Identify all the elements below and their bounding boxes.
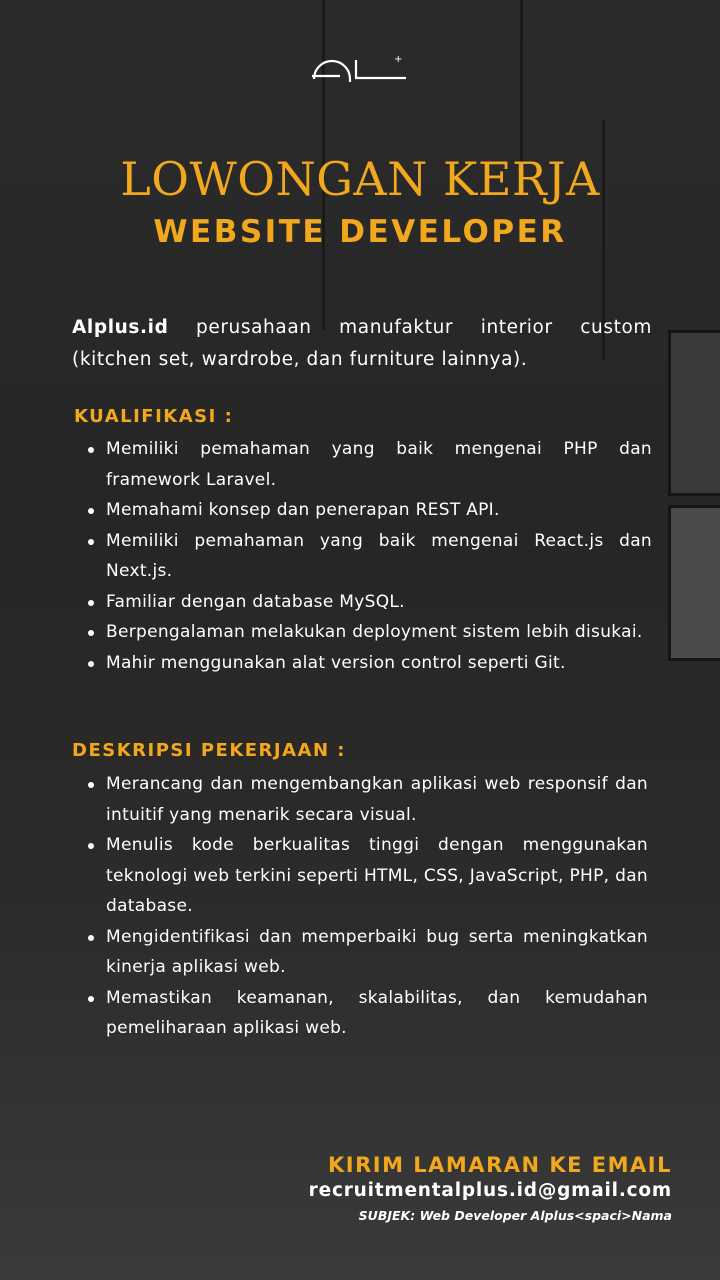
list-item: Memastikan keamanan, skalabilitas, dan kemudahan pemeliharaan aplikasi web. — [86, 983, 648, 1044]
list-item: Memiliki pemahaman yang baik mengenai React.js dan Next.js. — [86, 526, 652, 587]
background-wall-art — [668, 505, 720, 661]
list-item: Memahami konsep dan penerapan REST API. — [86, 495, 652, 526]
qualifications-heading: KUALIFIKASI : — [74, 406, 234, 427]
alplus-logo — [310, 52, 410, 84]
svg-text:+: + — [394, 54, 403, 65]
background-wall-art — [668, 330, 720, 496]
email-subject-format: SUBJEK: Web Developer Alplus<spaci>Nama — [358, 1208, 672, 1223]
list-item: Mengidentifikasi dan memperbaiki bug serta meningkatkan kinerja aplikasi web. — [86, 922, 648, 983]
job-description-list — [86, 769, 648, 1044]
list-item: Menulis kode berkualitas tinggi dengan menggunakan teknologi web terkini seperti HTML, CSS, JavaScript, PHP, dan database. — [86, 830, 648, 922]
qualifications-list — [86, 434, 652, 678]
apply-cta-heading: KIRIM LAMARAN KE EMAIL — [328, 1153, 672, 1177]
list-item: Merancang dan mengembangkan aplikasi web responsif dan intuitif yang menarik secara visual. — [86, 769, 648, 830]
job-description-heading: DESKRIPSI PEKERJAAN : — [72, 740, 347, 761]
recruitment-email: recruitmentalplus.id@gmail.com — [308, 1180, 672, 1201]
job-position-subtitle: WEBSITE DEVELOPER — [153, 214, 567, 250]
list-item: Familiar dengan database MySQL. — [86, 587, 652, 618]
list-item: Memiliki pemahaman yang baik mengenai PHP dan framework Laravel. — [86, 434, 652, 495]
page-title: LOWONGAN KERJA — [120, 152, 600, 206]
list-item: Mahir menggunakan alat version control seperti Git. — [86, 648, 652, 679]
company-description: perusahaan manufaktur interior custom (kitchen set, wardrobe, dan furniture lainnya). — [72, 317, 652, 370]
company-intro — [72, 312, 652, 376]
list-item: Berpengalaman melakukan deployment sistem lebih disukai. — [86, 617, 652, 648]
company-name: Alplus.id — [72, 317, 169, 338]
